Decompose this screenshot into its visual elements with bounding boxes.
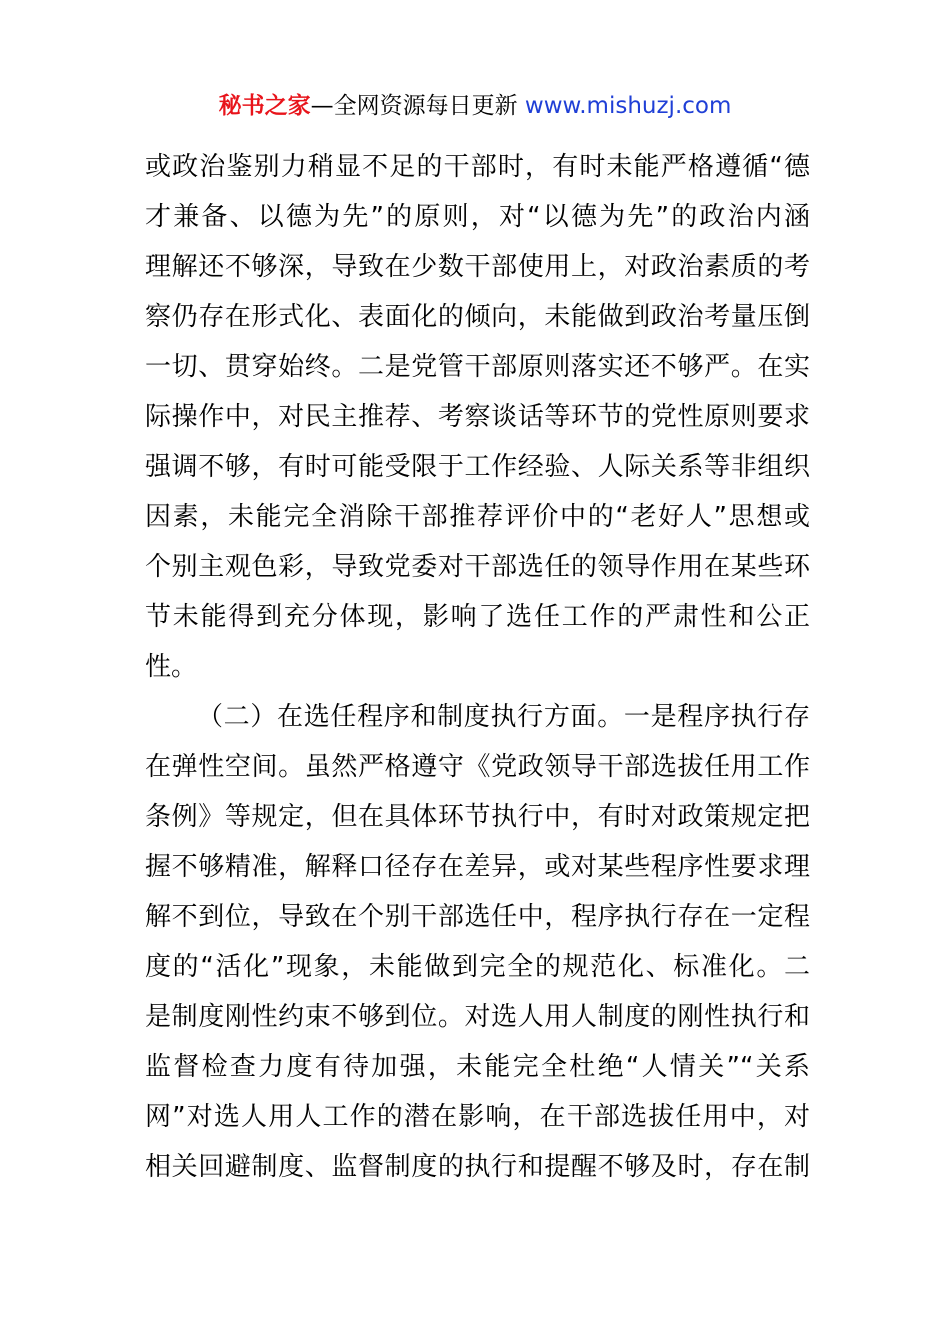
text-line: 或政治鉴别力稍显不足的干部时，有时未能严格遵循“德 (145, 152, 810, 182)
text-line: 条例》等规定，但在具体环节执行中，有时对政策规定把 (145, 802, 810, 832)
text-line: 因素，未能完全消除干部推荐评价中的“老好人”思想或 (145, 502, 810, 532)
text-line: 握不够精准，解释口径存在差异，或对某些程序性要求理 (145, 852, 810, 882)
header-tagline: —全网资源每日更新 (310, 93, 525, 119)
paragraph-end-line: 性。 (145, 652, 198, 682)
text-line: 节未能得到充分体现，影响了选任工作的严肃性和公正 (145, 602, 810, 632)
text-line: 度的“活化”现象，未能做到完全的规范化、标准化。二 (145, 952, 810, 982)
text-line: 一切、贯穿始终。二是党管干部原则落实还不够严。在实 (145, 352, 810, 382)
text-line: 际操作中，对民主推荐、考察谈话等环节的党性原则要求 (145, 402, 810, 432)
text-line: 解不到位，导致在个别干部选任中，程序执行存在一定程 (145, 902, 810, 932)
text-line: 察仍存在形式化、表面化的倾向，未能做到政治考量压倒 (145, 302, 810, 332)
text-line: 才兼备、以德为先”的原则，对“以德为先”的政治内涵 (145, 202, 810, 232)
brand-name: 秘书之家 (218, 93, 311, 119)
text-line: 是制度刚性约束不够到位。对选人用人制度的刚性执行和 (145, 1002, 810, 1032)
site-url-link[interactable]: www.mishuzj.com (524, 93, 732, 119)
text-line: 相关回避制度、监督制度的执行和提醒不够及时，存在制 (145, 1152, 810, 1182)
document-body (145, 142, 810, 1192)
page-header (0, 86, 950, 126)
text-line: 个别主观色彩，导致党委对干部选任的领导作用在某些环 (145, 552, 810, 582)
text-line: 理解还不够深，导致在少数干部使用上，对政治素质的考 (145, 252, 810, 282)
text-line: 强调不够，有时可能受限于工作经验、人际关系等非组织 (145, 452, 810, 482)
text-line: 网”对选人用人工作的潜在影响，在干部选拔任用中，对 (145, 1102, 810, 1132)
text-line: 监督检查力度有待加强，未能完全杜绝“人情关”“关系 (145, 1052, 810, 1082)
section-heading-line: （二）在选任程序和制度执行方面。一是程序执行存 (197, 702, 810, 732)
text-line: 在弹性空间。虽然严格遵守《党政领导干部选拔任用工作 (145, 752, 810, 782)
